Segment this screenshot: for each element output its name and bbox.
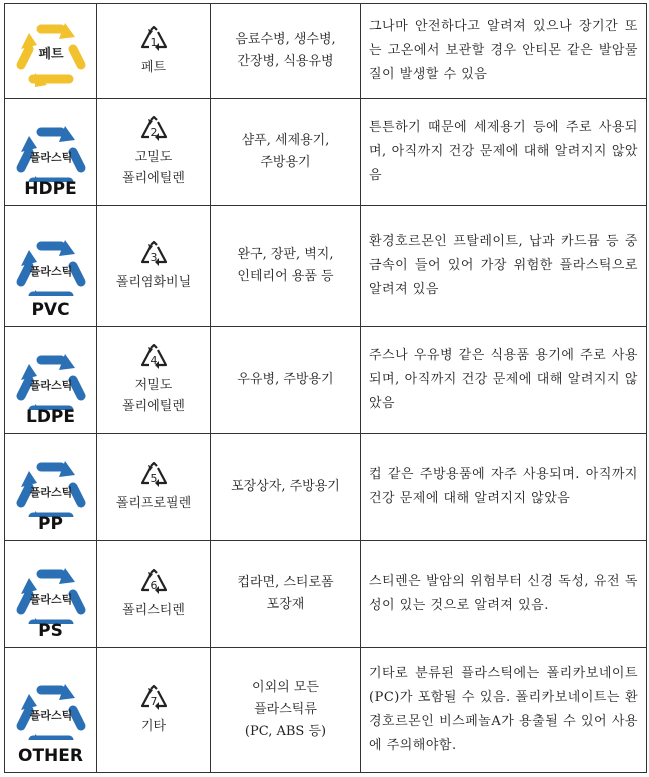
usage-line: (PC, ABS 등) <box>244 724 327 739</box>
svg-text:7: 7 <box>150 694 157 708</box>
badge-label: 플라스틱 <box>29 379 72 392</box>
resin-name-cell <box>97 206 211 327</box>
usage-line: 샴푸, 세제용기, <box>241 133 330 148</box>
description-cell: 주스나 우유병 같은 식용품 용기에 주로 사용되며, 아직까지 건강 문제에 대해 알려지지 않았음 <box>361 327 647 434</box>
table-row <box>5 206 647 327</box>
description-cell: 기타로 분류된 플라스틱에는 폴리카보네이트(PC)가 포함될 수 있음. 폴리카보네이트는 환경호르몬인 비스페놀A가 용출될 수 있어 사용에 주의해야함. <box>361 648 647 773</box>
svg-text:6: 6 <box>150 578 157 592</box>
resin-name-line: 폴리프로필렌 <box>115 495 192 511</box>
recycling-logo-cell <box>5 4 97 99</box>
badge-label: 플라스틱 <box>29 486 72 499</box>
resin-code-icon <box>139 568 169 598</box>
resin-name-cell <box>97 327 211 434</box>
resin-name-cell <box>97 541 211 648</box>
description-cell: 환경호르몬인 프탈레이트, 납과 카드뮴 등 중금속이 들어 있어 가장 위험한 플라스틱으로 알려져 있음 <box>361 206 647 327</box>
resin-code-label: PVC <box>31 300 70 320</box>
recycling-logo-icon <box>11 564 91 624</box>
plastic-types-table <box>4 3 647 773</box>
resin-name-line: 고밀도 <box>134 150 173 165</box>
usage-cell <box>211 327 361 434</box>
resin-name-cell <box>97 99 211 206</box>
usage-cell <box>211 434 361 541</box>
resin-name-line: 기타 <box>140 718 167 734</box>
description-cell: 튼튼하기 때문에 세제용기 등에 주로 사용되며, 아직까지 건강 문제에 대해 알려지지 않았음 <box>361 99 647 206</box>
table-row <box>5 541 647 648</box>
resin-code-label: HDPE <box>24 179 77 199</box>
usage-cell <box>211 4 361 99</box>
usage-line: 주방용기 <box>260 155 311 170</box>
badge-label: 페트 <box>37 47 64 62</box>
resin-name-cell <box>97 434 211 541</box>
usage-line: 플라스틱류 <box>254 702 317 717</box>
resin-name-line: 폴리에틸렌 <box>122 399 185 414</box>
resin-code-icon <box>139 461 169 491</box>
resin-name-line: 저밀도 <box>134 378 173 393</box>
description-cell: 컵 같은 주방용품에 자주 사용되며. 아직까지 건강 문제에 대해 알려지지 않았음 <box>361 434 647 541</box>
resin-name-line: 폴리에틸렌 <box>122 171 185 186</box>
table-row <box>5 99 647 206</box>
recycling-logo-icon <box>11 457 91 517</box>
resin-name-line: 폴리스티렌 <box>122 602 185 618</box>
recycling-logo-icon <box>11 350 91 410</box>
resin-code-label: LDPE <box>25 407 76 427</box>
recycling-logo-icon <box>11 680 91 740</box>
svg-text:1: 1 <box>150 35 157 49</box>
resin-code-icon <box>139 115 169 145</box>
recycling-logo-cell <box>5 648 97 773</box>
resin-code-label: PP <box>38 514 63 534</box>
usage-line: 포장재 <box>266 597 305 612</box>
resin-code-icon <box>139 25 169 55</box>
recycling-logo-cell <box>5 541 97 648</box>
table-row <box>5 648 647 773</box>
resin-code-icon <box>139 343 169 373</box>
resin-name-line: 페트 <box>140 59 167 75</box>
svg-text:3: 3 <box>150 250 157 264</box>
usage-line: 포장상자, 주방용기 <box>231 479 340 494</box>
resin-code-label: OTHER <box>18 746 83 766</box>
resin-name-cell <box>97 4 211 99</box>
recycling-logo-icon <box>11 122 91 182</box>
svg-text:2: 2 <box>150 126 157 139</box>
usage-cell <box>211 648 361 773</box>
usage-cell <box>211 99 361 206</box>
usage-line: 컵라면, 스티로폼 <box>237 575 334 590</box>
resin-code-icon <box>139 240 169 270</box>
usage-line: 간장병, 식용유병 <box>237 54 334 69</box>
usage-cell <box>211 206 361 327</box>
recycling-logo-cell <box>5 434 97 541</box>
svg-text:4: 4 <box>150 354 157 367</box>
recycling-logo-cell <box>5 327 97 434</box>
recycling-logo-icon <box>11 11 91 91</box>
description-cell: 그나마 안전하다고 알려져 있으나 장기간 또는 고온에서 보관할 경우 안티몬 같은 발암물질이 발생할 수 있음 <box>361 4 647 99</box>
recycling-logo-cell <box>5 206 97 327</box>
usage-line: 음료수병, 생수병, <box>235 32 336 47</box>
table-row <box>5 434 647 541</box>
resin-code-label: PS <box>38 621 63 641</box>
usage-line: 이외의 모든 <box>252 680 319 695</box>
description-cell: 스티렌은 발암의 위험부터 신경 독성, 유전 독성이 있는 것으로 알려져 있음. <box>361 541 647 648</box>
table-row <box>5 4 647 99</box>
usage-line: 완구, 장판, 벽지, <box>237 247 334 262</box>
recycling-logo-cell <box>5 99 97 206</box>
table-row <box>5 327 647 434</box>
recycling-logo-icon <box>11 236 91 296</box>
usage-cell <box>211 541 361 648</box>
svg-text:5: 5 <box>150 471 157 485</box>
resin-name-line: 폴리염화비닐 <box>115 274 192 290</box>
badge-label: 플라스틱 <box>29 593 72 606</box>
usage-line: 우유병, 주방용기 <box>237 372 334 387</box>
resin-name-cell <box>97 648 211 773</box>
badge-label: 플라스틱 <box>29 151 72 164</box>
usage-line: 인테리어 용품 등 <box>237 269 334 284</box>
badge-label: 플라스틱 <box>29 709 72 722</box>
resin-code-icon <box>139 684 169 714</box>
badge-label: 플라스틱 <box>29 265 72 278</box>
